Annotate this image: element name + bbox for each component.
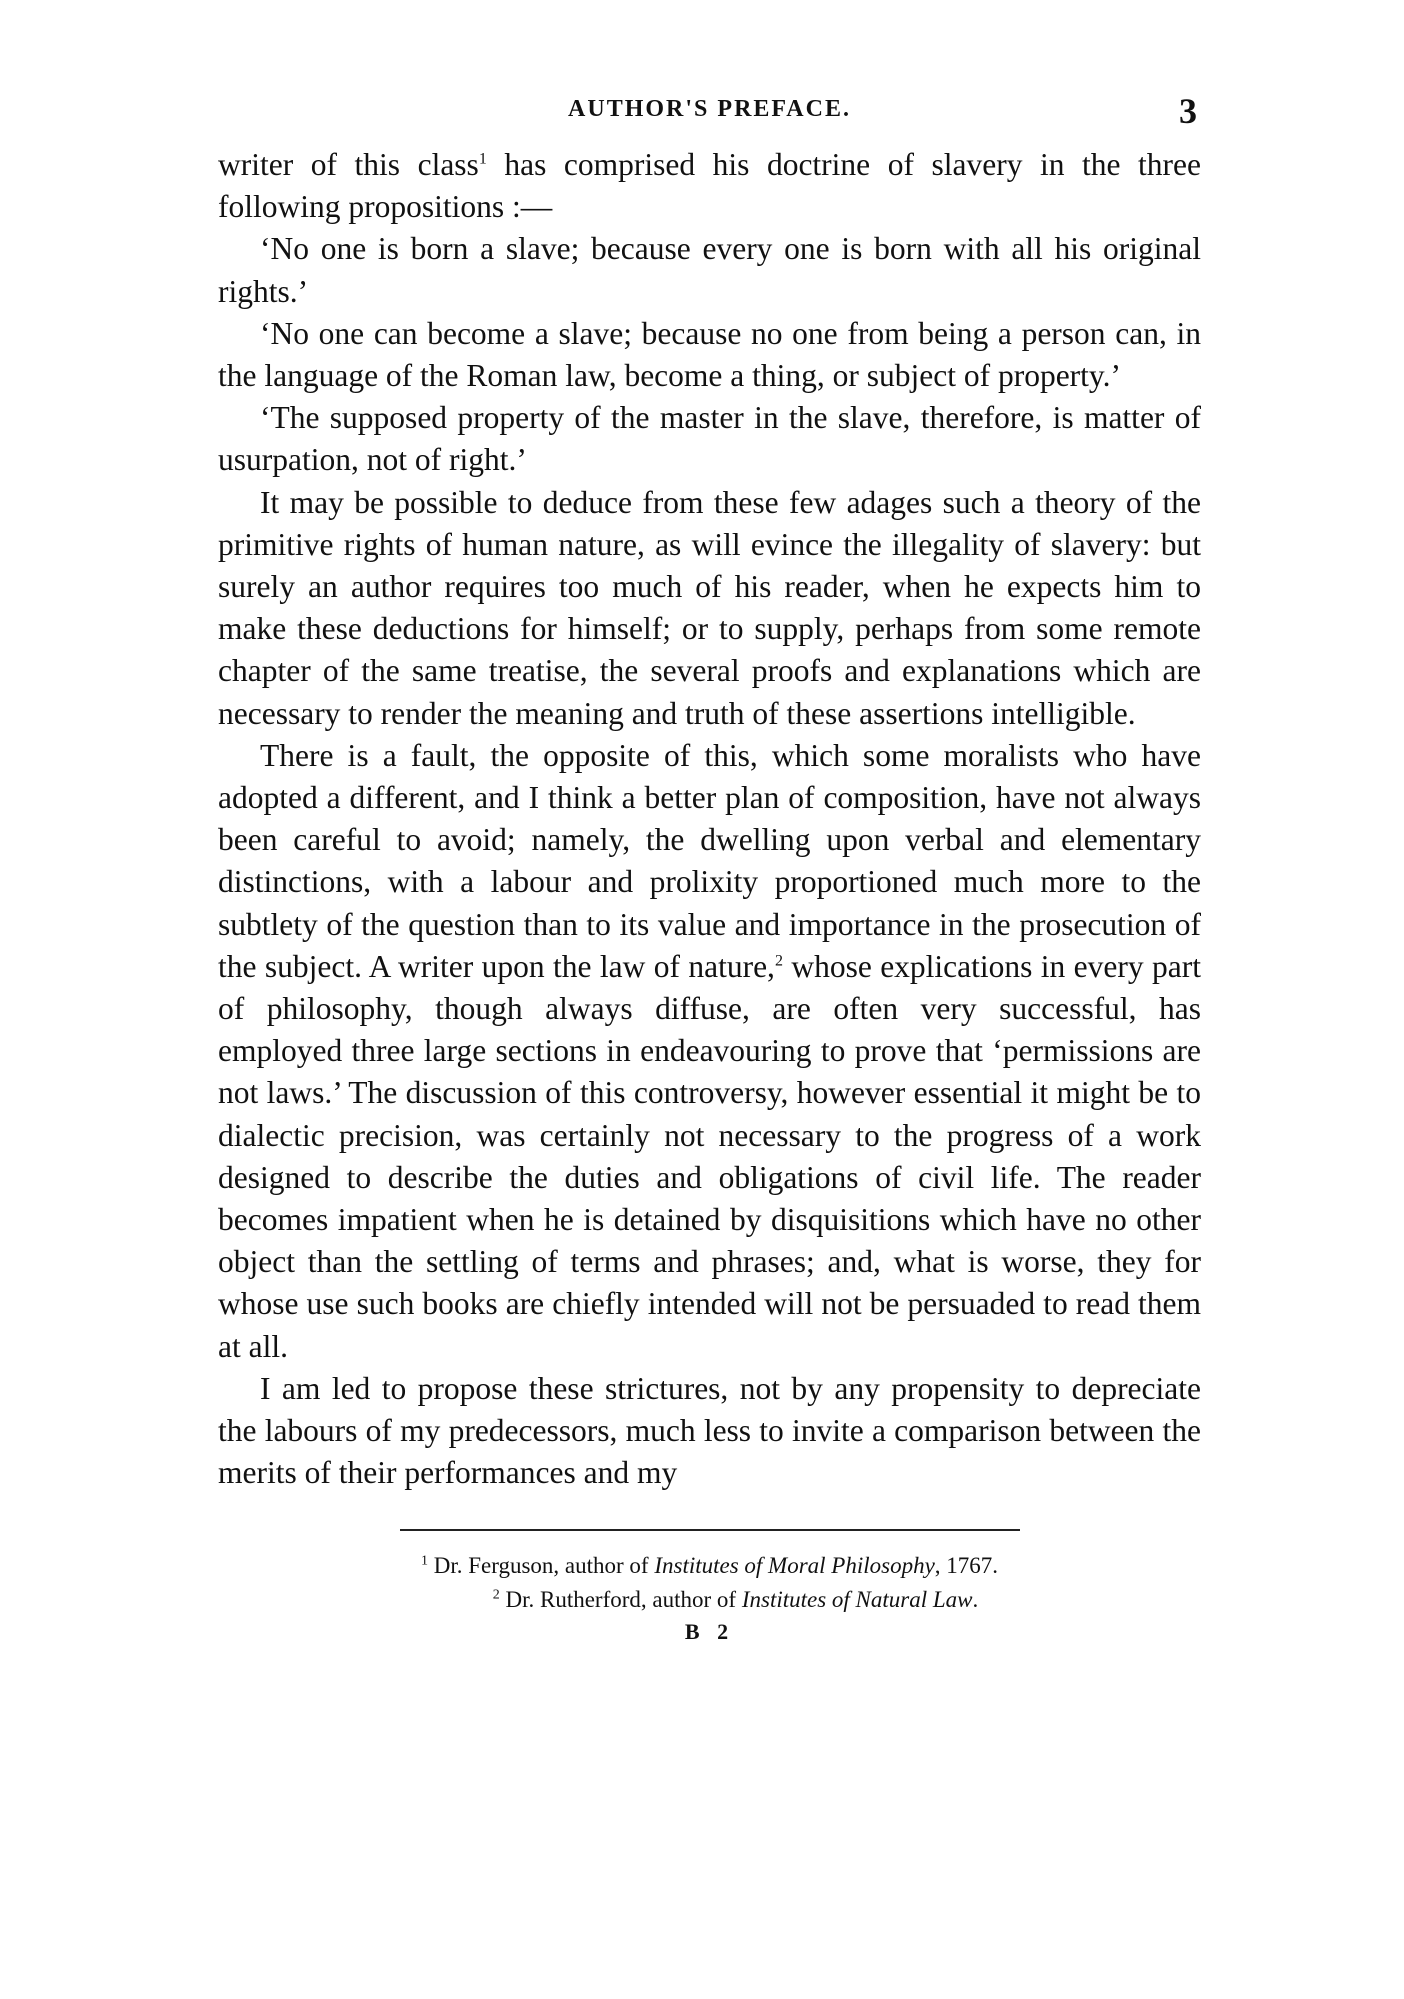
footnote-2 [218, 1583, 1201, 1617]
footnote-mark: 2 [492, 1586, 500, 1602]
paragraph-text: writer of this class [218, 147, 479, 182]
footnote-mark: 1 [420, 1552, 428, 1568]
body-text [218, 144, 1201, 1495]
proposition-1: ‘No one is born a slave; because every one is born with all his original rights.’ [218, 231, 1201, 309]
paragraph-strictures: I am led to propose these strictures, not by any propensity to depreciate the labours of my predecessors, much less to invite a comparison between the merits of their performances and my [218, 1370, 1201, 1491]
page-number: 3 [1179, 91, 1197, 131]
paragraph-fault [218, 735, 1201, 1368]
footnote-title: Institutes of Natural Law [741, 1586, 973, 1612]
proposition-3: ‘The supposed property of the master in the slave, therefore, is matter of usurpation, not of right.’ [218, 400, 1201, 478]
footnote-text: Dr. Rutherford, author of [505, 1586, 742, 1612]
footnote-suffix: . [972, 1586, 979, 1612]
footnotes [218, 1549, 1201, 1617]
paragraph-continuation [218, 144, 1201, 228]
page-header [218, 91, 1201, 136]
paragraph-adages: It may be possible to deduce from these few adages such a theory of the primitive rights of human nature, as will evince the illegality of slavery: but surely an author requires too much of his reader, when he expects him to make these deductions for himself; or to supply, perhaps from some remote chapter of the same treatise, the several proofs and explanations which are necessary to render the meaning and truth of these assertions intelligible. [218, 484, 1201, 731]
paragraph-text-tail: has comprised his doctrine of slavery in the three following propositions :— [218, 147, 1202, 225]
footnote-divider [400, 1529, 1020, 1531]
footnote-ref-2: 2 [774, 952, 783, 970]
footnote-suffix: , 1767. [934, 1552, 999, 1578]
running-head: AUTHOR'S PREFACE. [568, 96, 851, 122]
paragraph-text: There is a fault, the opposite of this, which some moralists who have adopted a different, and I think a better plan of composition, have not always been careful to avoid; namely, the dwelling upon verbal and elementary distinctions, with a labour and prolixity proportioned much more to the subtlety of the question than to its value and importance in the prosecution of the subject. A writer upon the law of nature, [218, 737, 1201, 984]
signature-mark: B 2 [684, 1618, 735, 1644]
book-page [218, 91, 1202, 1645]
footnote-ref-1: 1 [478, 150, 487, 168]
paragraph-text-tail: whose explications in every part of philosophy, though always diffuse, are often very successful, has employed three large sections in endeavouring to prove that ‘permissions are not laws.’ The discussion of this controversy, however essential it might be to dialectic precision, was certainly not necessary to the progress of a work designed to describe the duties and obligations of civil life. The reader becomes impatient when he is detained by disquisitions which have no other object than the settling of terms and phrases; and, what is worse, they for whose use such books are chiefly intended will not be persuaded to read them at all. [218, 948, 1201, 1364]
footnote-text: Dr. Ferguson, author of [433, 1552, 655, 1578]
footnote-title: Institutes of Moral Philosophy [654, 1552, 935, 1578]
footnote-1 [218, 1549, 1201, 1583]
proposition-2: ‘No one can become a slave; because no one from being a person can, in the language of the Roman law, become a thing, or subject of property.’ [218, 315, 1201, 394]
